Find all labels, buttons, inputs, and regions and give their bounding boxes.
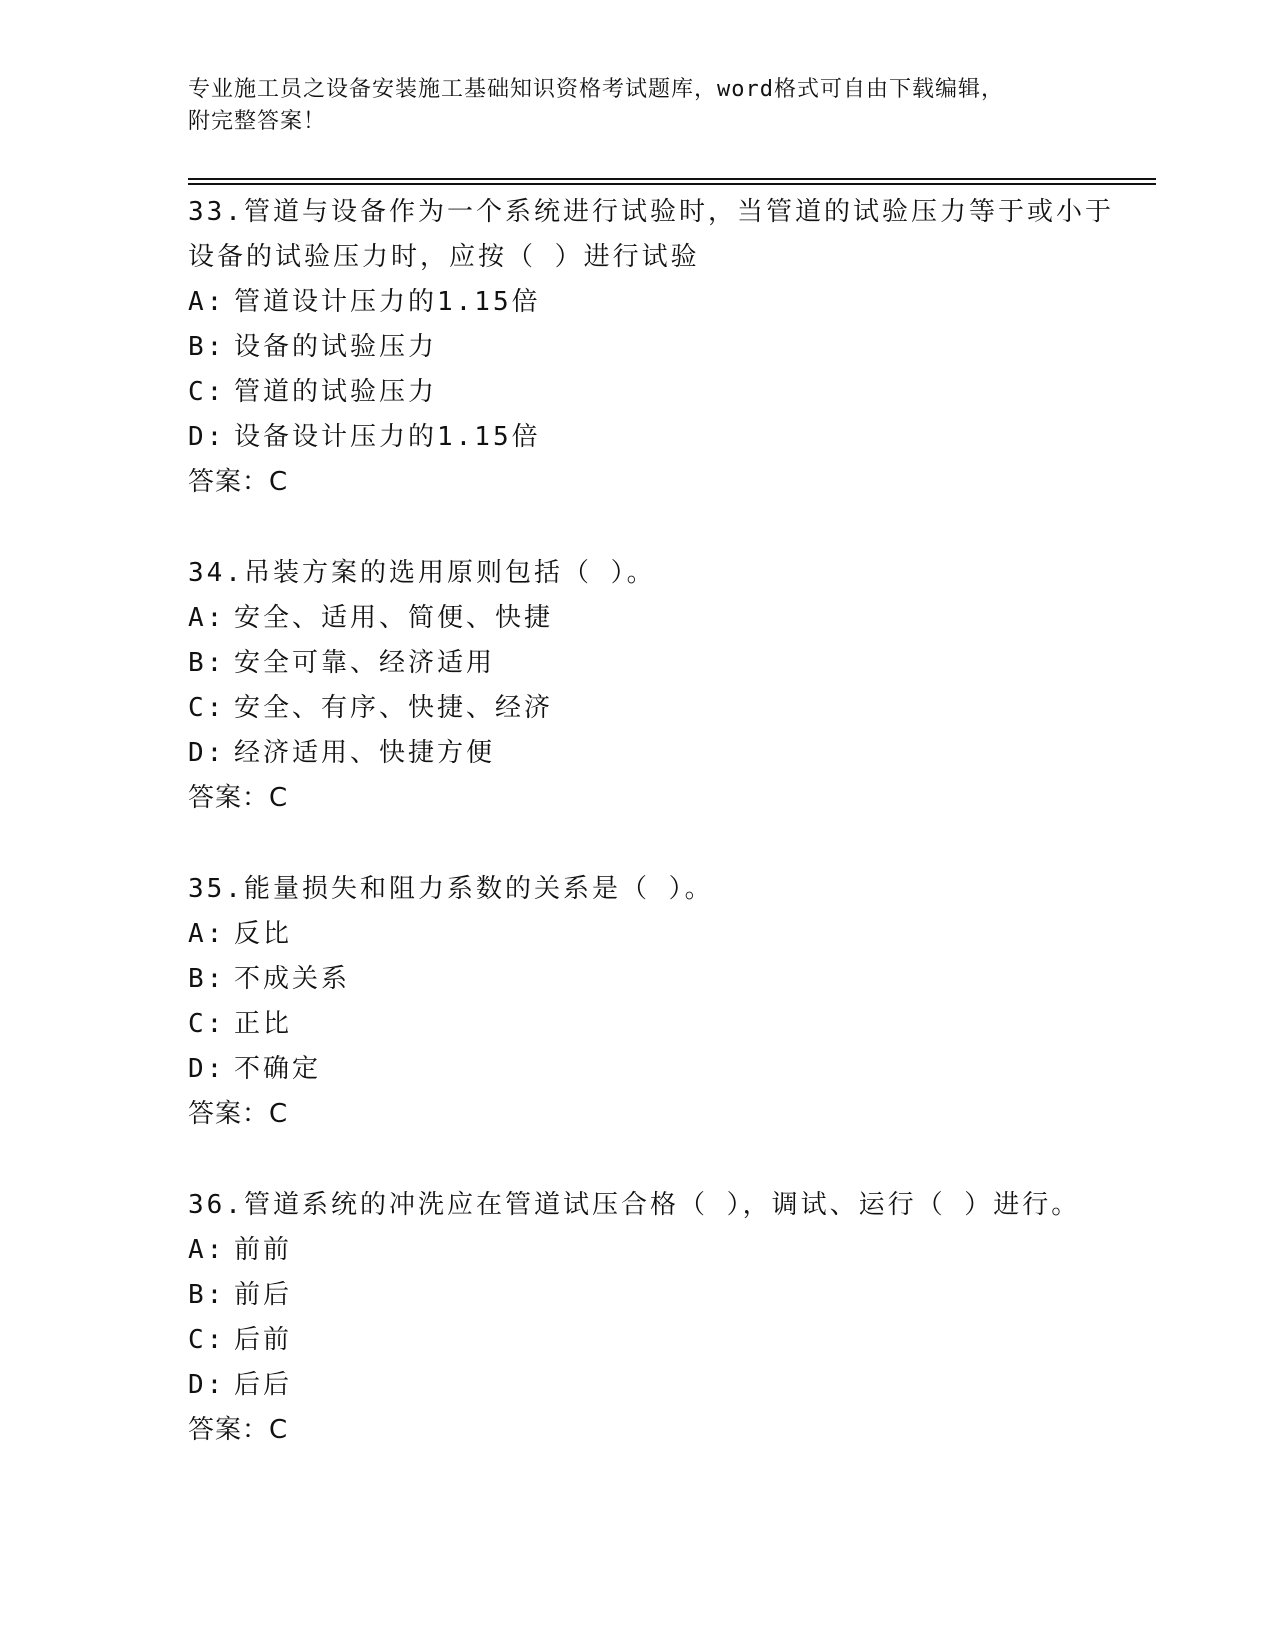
document-header [188,74,1088,138]
option-text: 设备的试验压力 [234,332,438,362]
option-text: 前前 [234,1235,293,1265]
question-stem: 34.吊装方案的选用原则包括（ ）。 [188,558,656,588]
option-letter: B: [188,332,226,362]
option-text: 设备设计压力的1.15倍 [234,422,541,452]
option-d [188,415,1138,460]
answer-line: 答案：C [188,783,289,813]
option-letter: A: [188,603,226,633]
option-letter: C: [188,693,226,723]
option-letter: A: [188,287,226,317]
option-d [188,1047,1138,1092]
option-letter: B: [188,648,226,678]
option-letter: B: [188,1280,226,1310]
question-stem: 35.能量损失和阻力系数的关系是（ ）。 [188,874,714,904]
header-line-2: 附完整答案！ [188,109,327,134]
answer-line: 答案：C [188,467,289,497]
question-stem: 36.管道系统的冲洗应在管道试压合格（ ），调试、运行（ ）进行。 [188,1190,1081,1220]
option-letter: A: [188,1235,226,1265]
option-a [188,912,1138,957]
question-35 [188,867,1138,1137]
question-stem: 33.管道与设备作为一个系统进行试验时，当管道的试验压力等于或小于设备的试验压力时，应按（ ）进行试验 [188,197,1114,272]
option-letter: A: [188,919,226,949]
option-text: 后前 [234,1325,293,1355]
option-letter: D: [188,738,226,768]
answer-line: 答案：C [188,1415,289,1445]
option-letter: B: [188,964,226,994]
option-text: 不成关系 [234,964,351,994]
option-b [188,641,1138,686]
answer-line: 答案：C [188,1099,289,1129]
option-a [188,596,1138,641]
option-text: 管道的试验压力 [234,377,438,407]
option-text: 安全、适用、简便、快捷 [234,603,554,633]
option-text: 安全可靠、经济适用 [234,648,496,678]
option-text: 管道设计压力的1.15倍 [234,287,541,317]
option-c [188,1002,1138,1047]
option-b [188,325,1138,370]
question-34 [188,551,1138,821]
option-text: 经济适用、快捷方便 [234,738,496,768]
header-divider-top [188,178,1156,180]
option-d [188,1363,1138,1408]
option-letter: C: [188,1325,226,1355]
option-text: 安全、有序、快捷、经济 [234,693,554,723]
option-b [188,1273,1138,1318]
option-letter: D: [188,1370,226,1400]
option-text: 正比 [234,1009,293,1039]
option-a [188,280,1138,325]
option-d [188,731,1138,776]
option-b [188,957,1138,1002]
option-letter: D: [188,1054,226,1084]
option-letter: C: [188,1009,226,1039]
question-36 [188,1183,1138,1453]
option-text: 前后 [234,1280,293,1310]
header-divider-bottom [188,183,1156,185]
option-c [188,1318,1138,1363]
option-a [188,1228,1138,1273]
option-letter: C: [188,377,226,407]
option-c [188,370,1138,415]
option-text: 不确定 [234,1054,322,1084]
question-33 [188,190,1138,505]
header-line-1: 专业施工员之设备安装施工基础知识资格考试题库，word格式可自由下载编辑， [188,77,1004,102]
question-list [188,190,1138,1499]
option-text: 后后 [234,1370,293,1400]
option-c [188,686,1138,731]
option-text: 反比 [234,919,293,949]
option-letter: D: [188,422,226,452]
